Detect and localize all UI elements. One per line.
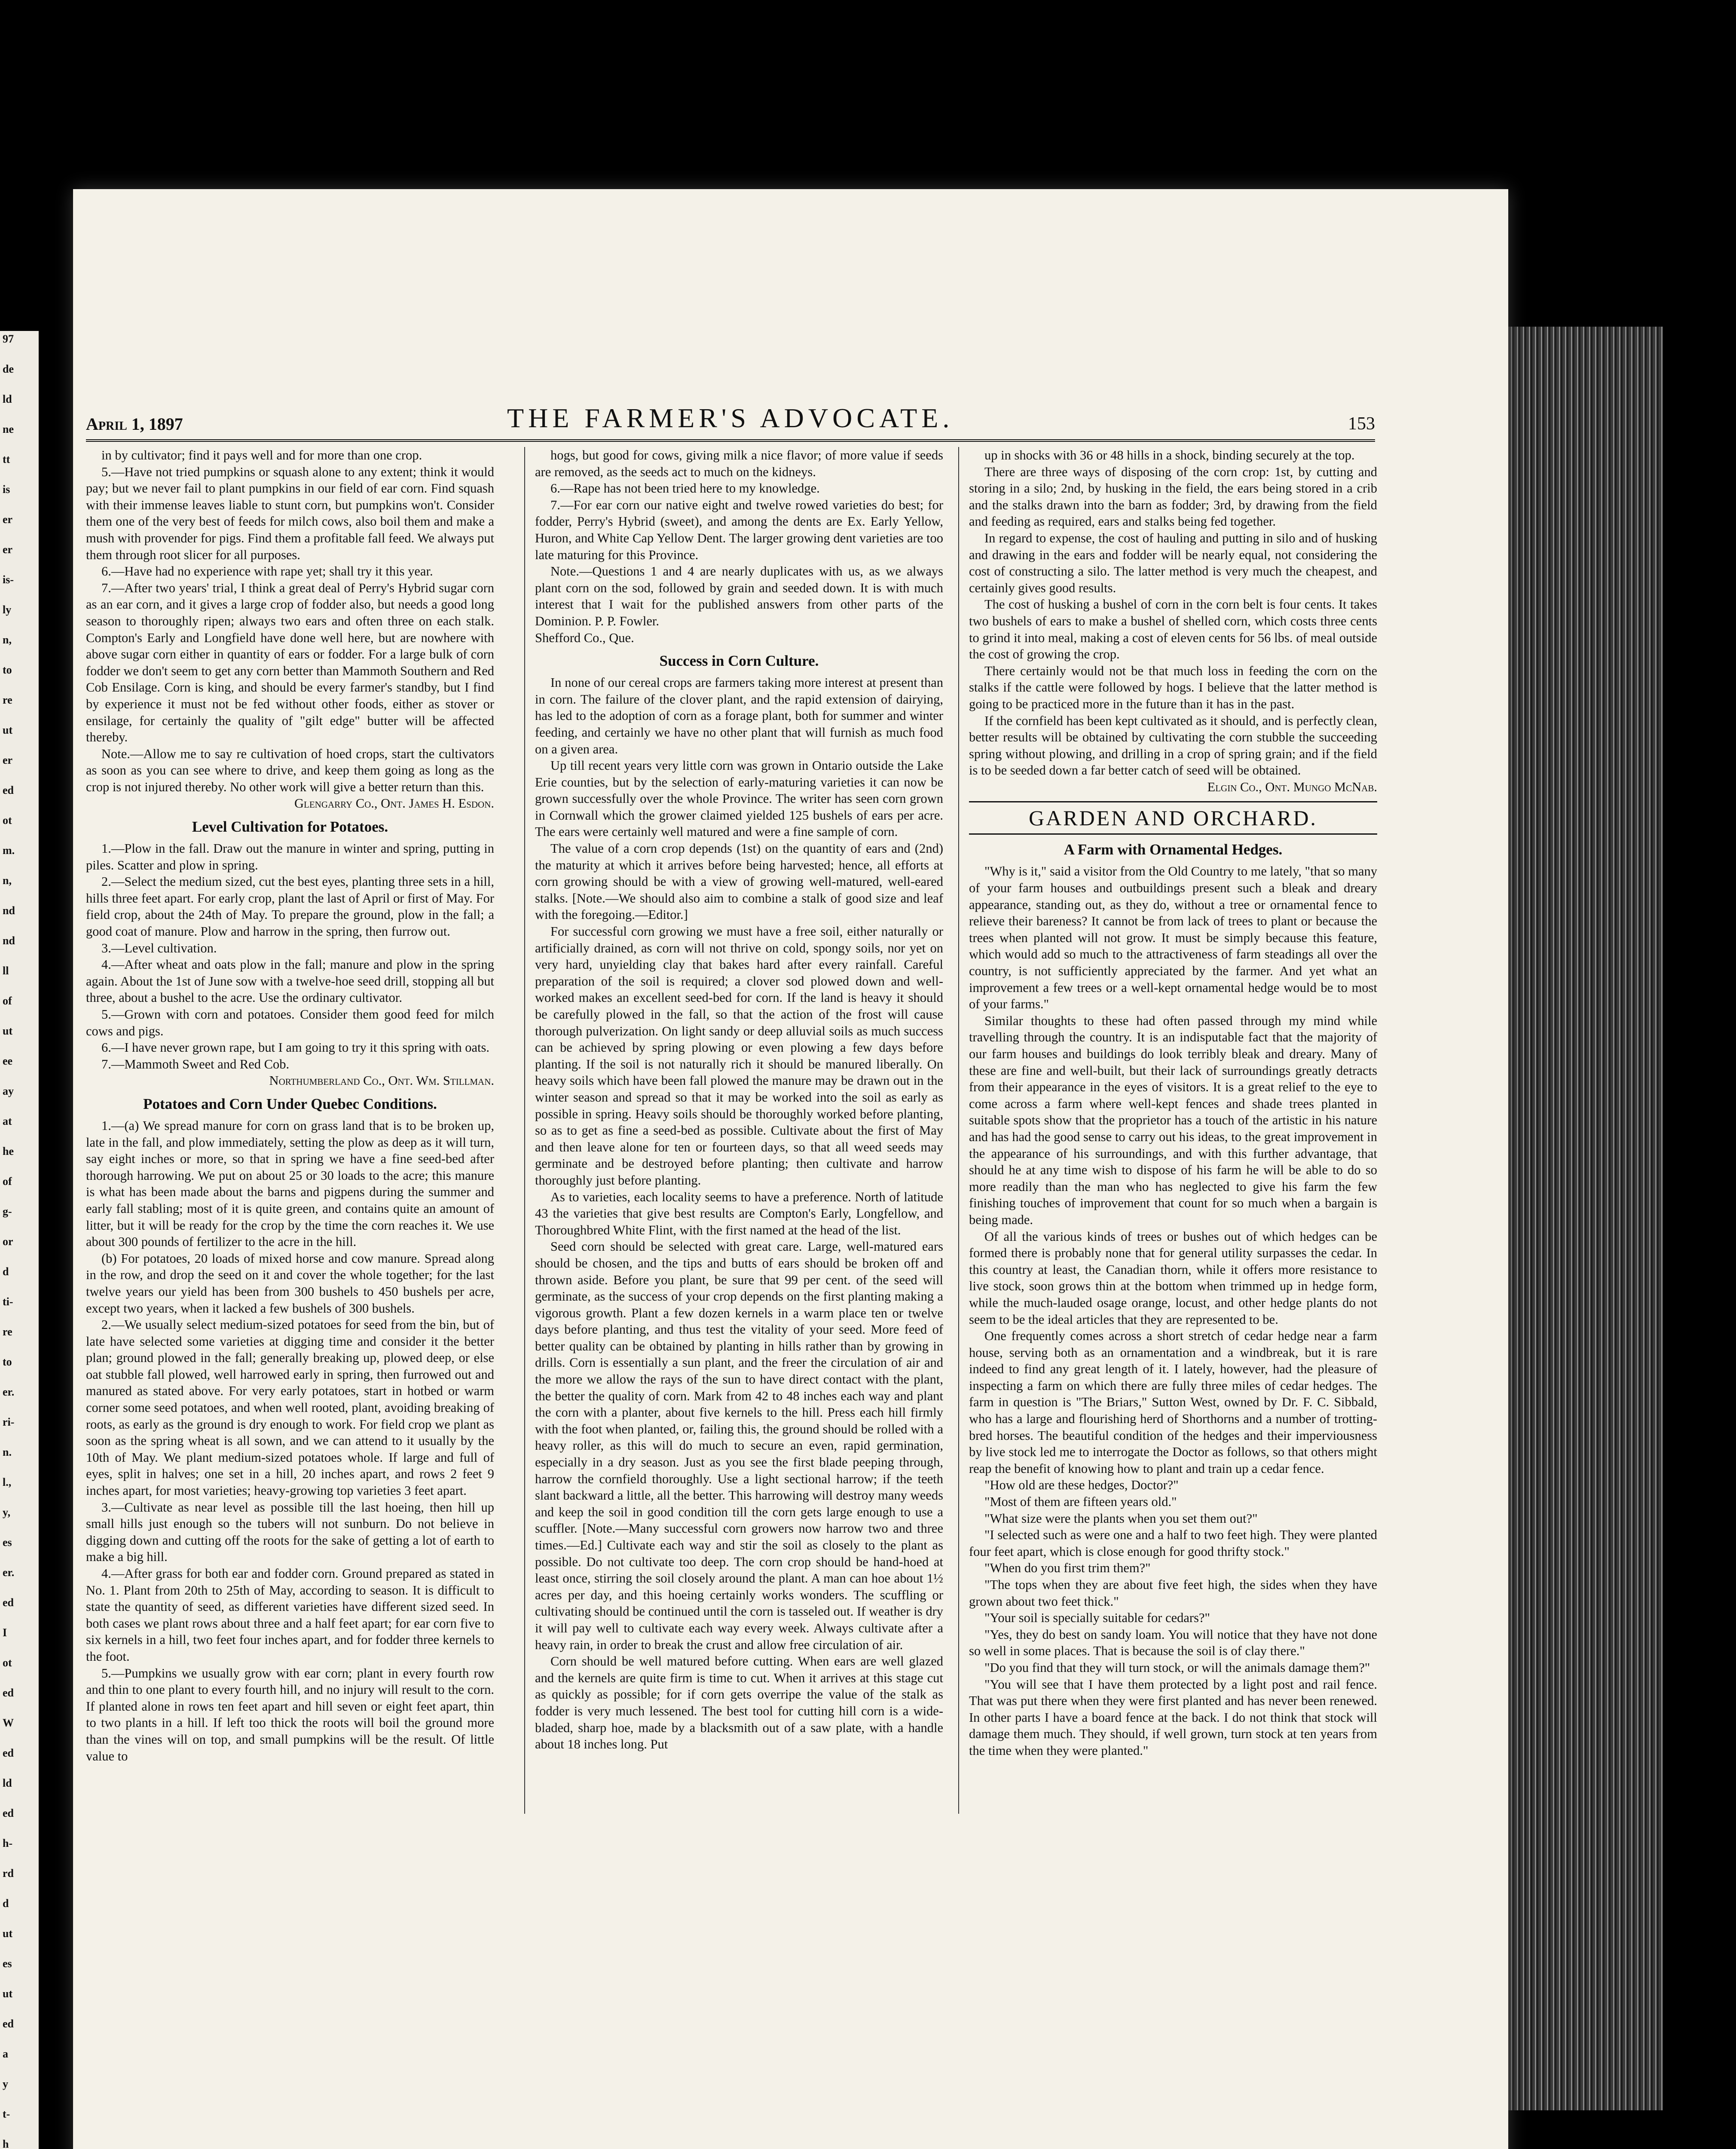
text-fragment: or <box>3 1235 13 1248</box>
text-fragment: t- <box>3 2108 10 2120</box>
article-heading: Level Cultivation for Potatoes. <box>192 818 388 836</box>
text-fragment: of <box>3 1175 12 1188</box>
text-fragment: a <box>3 2048 8 2060</box>
text-fragment: ll <box>3 964 9 977</box>
column-2 <box>535 447 943 1753</box>
issue-date: April 1, 1897 <box>86 414 183 434</box>
text-fragment: d <box>3 1897 9 1910</box>
signature: Elgin Co., Ont. Mungo McNab. <box>1207 779 1377 794</box>
paragraph: 7.—For ear corn our native eight and twelve rowed varieties do best; for fodder, Perry's Hybrid (sweet), and among the dents are Ex. Early Yellow, Huron, and White Cap Yellow Dent. The larger growing dent varieties are too late maturing for this Province. <box>535 497 943 562</box>
text-fragment: W <box>3 1717 14 1729</box>
paragraph: "Your soil is specially suitable for cedars?" <box>984 1610 1210 1626</box>
section-title: GARDEN AND ORCHARD. <box>969 801 1377 835</box>
header-rule <box>86 439 1375 442</box>
text-fragment: ld <box>3 1777 12 1789</box>
text-fragment: ed <box>3 2017 14 2030</box>
text-fragment: er <box>3 513 13 526</box>
text-fragment: ot <box>3 814 12 827</box>
paragraph: 6.—Have had no experience with rape yet; shall try it this year. <box>101 564 433 579</box>
text-fragment: ut <box>3 1987 13 2000</box>
paragraph: In regard to expense, the cost of hauling and putting in silo and of husking and drawing in the ears and fodder will be nearly equal, not considering the cost of constructing a silo. The latter method is very much the cheapest, and certainly gives good results. <box>969 530 1377 595</box>
article-heading: Success in Corn Culture. <box>659 652 819 670</box>
text-fragment: ld <box>3 393 12 405</box>
page-header <box>86 404 1375 434</box>
text-fragment: m. <box>3 844 15 857</box>
text-fragment: er <box>3 543 13 556</box>
paragraph: 5.—Pumpkins we usually grow with ear corn; plant in every fourth row and thin to one plant to every fourth hill, and no injury will result to the corn. If planted alone in rows ten feet apart and hill seven or eight feet apart, thin to two plants in a hill. If left too thick the roots will boil the ground more than the vines will on top, and small pumpkins will be the result. Of little value to <box>86 1665 494 1763</box>
text-fragment: ti- <box>3 1295 13 1308</box>
paragraph: 5.—Have not tried pumpkins or squash alone to any extent; think it would pay; but we never fail to plant pumpkins in our field of ear corn. Find squash with their immense leaves liable to stunt corn, but pumpkins won't. Consider them one of the very best of feeds for milch cows, also boil them and make a mush with provender for pigs. Find them a profitable fall feed. We always put them through root slicer for all purposes. <box>86 464 494 562</box>
paragraph: The value of a corn crop depends (1st) on the quantity of ears and (2nd) the maturity at which it arrives before being harvested; hence, all efforts at corn growing should be with a view of growing well-matured, well-eared stalks. [Note.—We should also aim to combine a stalk of good size and leaf with the foregoing.—Editor.] <box>535 841 943 922</box>
text-fragment: to <box>3 664 12 676</box>
text-fragment: y, <box>3 1506 11 1518</box>
signature: Northumberland Co., Ont. Wm. Stillman. <box>269 1073 494 1088</box>
book-page-edges <box>1508 327 1663 2110</box>
text-fragment: 97 <box>3 333 14 345</box>
paragraph: There certainly would not be that much loss in feeding the corn on the stalks if the cattle were followed by hogs. I believe that the latter method is going to be practiced more in the future than it has in the past. <box>969 663 1377 711</box>
text-fragment: he <box>3 1145 14 1157</box>
text-fragment: l., <box>3 1476 12 1488</box>
text-fragment: ri- <box>3 1416 15 1428</box>
paragraph: 1.—Plow in the fall. Draw out the manure in winter and spring, putting in piles. Scatter and plow in spring. <box>86 841 494 872</box>
text-fragment: h <box>3 2138 9 2149</box>
paragraph: "Yes, they do best on sandy loam. You will notice that they have not done so well in some places. That is because the soil is of clay there." <box>969 1627 1377 1659</box>
column-1 <box>86 447 494 1764</box>
text-fragment: ne <box>3 423 14 435</box>
text-fragment: er. <box>3 1386 15 1398</box>
text-fragment: re <box>3 1326 12 1338</box>
paragraph: 7.—Mammoth Sweet and Red Cob. <box>101 1056 290 1071</box>
paragraph: Note.—Questions 1 and 4 are nearly duplicates with us, as we always plant corn on the sod, followed by grain and seeded down. It is with much interest that I wait for the published answers from other parts of the Dominion. P. P. Fowler. <box>535 564 943 628</box>
text-fragment: er <box>3 754 13 766</box>
text-fragment: of <box>3 995 12 1007</box>
paragraph: "The tops when they are about five feet high, the sides when they have grown about two feet thick." <box>969 1577 1377 1609</box>
paragraph: In none of our cereal crops are farmers taking more interest at present than in corn. The failure of the clover plant, and the rapid extension of dairying, has led to the adoption of corn as a forage plant, both for summer and winter feeding, and certainly we have no other plant that will furnish as much food on a given area. <box>535 675 943 756</box>
paragraph: "Most of them are fifteen years old." <box>984 1494 1177 1509</box>
text-fragment: is <box>3 483 10 496</box>
paragraph: Similar thoughts to these had often passed through my mind while travelling through the country. It is an indisputable fact that the majority of our farm houses and buildings do look terribly bleak and dreary. Many of these are fine and well-built, but their lack of surroundings greatly detracts from their appearance in the eyes of visitors. It is a great relief to the eye to come across a farm where well-kept fences and shade trees planted in suitable spots show that the proprietor has a touch of the artistic in his nature and has had the good sense to carry out his ideas, to the great improvement in the appearance of his surroundings, and with this further advantage, that should he at any time wish to dispose of his farm he will be able to do so more readily than the man who has neglected to give his farm the few finishing touches of improvement that count for so much when a bargain is being made. <box>969 1013 1377 1227</box>
column-3 <box>969 447 1377 1759</box>
text-fragment: n. <box>3 1446 12 1458</box>
paragraph: 2.—Select the medium sized, cut the best eyes, planting three sets in a hill, hills three feet apart. For early crop, plant the last of April or first of May. For field crop, about the 24th of May. To prepare the ground, plow in the fall; a good coat of manure. Plow and harrow in the spring, then furrow out. <box>86 874 494 939</box>
paragraph: As to varieties, each locality seems to have a preference. North of latitude 43 the varieties that give best results are Compton's Early, Longfellow, and Thoroughbred White Flint, with the first named at the head of the list. <box>535 1189 943 1237</box>
paragraph: 2.—We usually select medium-sized potatoes for seed from the bin, but of late have selected some varieties at digging time and consider it the better plan; ground plowed in the fall; generally breaking up, plowed deep, or else oat stubble fall plowed, well harrowed early in spring, then furrowed out and manured as stated above. For very early potatoes, start in hotbed or warm corner some seed potatoes, and when well rooted, plant, avoiding breaking of roots, as early as the ground is dry enough to work. For field crop we plant as soon as the spring wheat is all sown, and we can attend to it usually by the 10th of May. We plant medium-sized potatoes whole. If large and full of eyes, split in halves; one set in a hill, 20 inches apart, and rows 2 feet 9 inches apart, for most varieties; heavy-growing top varieties 3 feet apart. <box>86 1317 494 1498</box>
text-fragment: I <box>3 1626 7 1639</box>
paragraph: "You will see that I have them protected by a light post and rail fence. That was put there when they were first planted and has never been renewed. In other parts I have a board fence at the back. I do not think that stock will damage them much. They should, if well grown, turn stock at ten years from the time when they were planted." <box>969 1677 1377 1758</box>
text-fragment: ut <box>3 1927 13 1940</box>
page-number: 153 <box>1348 414 1375 434</box>
paragraph: in by cultivator; find it pays well and for more than one crop. <box>101 448 422 462</box>
paragraph: (b) For potatoes, 20 loads of mixed horse and cow manure. Spread along in the row, and drop the seed on it and cover the whole together; for the last twelve years our yield has been from 300 bushels to 450 bushels per acre, except two years, when it lacked a few bushels of 300 bushels. <box>86 1251 494 1316</box>
text-fragment: ed <box>3 1596 14 1609</box>
paragraph: up in shocks with 36 or 48 hills in a shock, binding securely at the top. <box>984 448 1355 462</box>
paragraph: If the cornfield has been kept cultivated as it should, and is perfectly clean, better results will be obtained by cultivating the corn stubble the succeeding spring without plowing, and drilling in a crop of spring grain; and if the field is to be seeded down a far better catch of seed will be obtained. <box>969 713 1377 778</box>
text-fragment: y <box>3 2078 8 2090</box>
paragraph: "Why is it," said a visitor from the Old Country to me lately, "that so many of your farm houses and outbuildings present such a bleak and dreary appearance, standing out, as they do, without a tree or ornamental fence to relieve their bareness? It cannot be from lack of trees to plant or because the trees when planted will not grow. It must be simply because this feature, which would add so much to the attractiveness of farm steadings all over the country, is not sufficiently appreciated by the farmer. And yet what an improvement a few trees or a well-kept ornamental hedge would be to most of your farms." <box>969 864 1377 1012</box>
paragraph: 1.—(a) We spread manure for corn on grass land that is to be broken up, late in the fall, and plow immediately, setting the plow as deep as it will turn, say eight inches or more, so that in spring we have a fine seed-bed after thorough harrowing. We put on about 25 or 30 loads to the acre; this manure is what has been made about the barns and pigpens during the summer and early fall stabling; most of it is quite green, and contains quite an amount of litter, but it will be ready for the crop by the time the corn reaches it. We use about 300 pounds of fertilizer to the acre in the hill. <box>86 1118 494 1249</box>
column-divider <box>524 447 525 1814</box>
text-fragment: er. <box>3 1566 15 1579</box>
text-fragment: re <box>3 694 12 706</box>
signature: Glengarry Co., Ont. James H. Esdon. <box>294 796 494 811</box>
text-fragment: ut <box>3 724 13 736</box>
text-fragment: ee <box>3 1055 13 1067</box>
paragraph: 5.—Grown with corn and potatoes. Consider them good feed for milch cows and pigs. <box>86 1007 494 1038</box>
text-fragment: ed <box>3 784 14 796</box>
paragraph: Up till recent years very little corn was grown in Ontario outside the Lake Erie counties, but by the selection of early-maturing varieties it can now be grown successfully over the whole Province. The writer has seen corn grown in Cornwall which the grower claimed yielded 125 bushels of ears per acre. The ears were certainly well matured and were a fine sample of corn. <box>535 758 943 839</box>
text-fragment: tt <box>3 453 10 465</box>
paragraph: For successful corn growing we must have a free soil, either naturally or artificially drained, as corn will not thrive on cold, spongy soils, nor yet on very hard, unyielding clay that bakes hard after every rainfall. Careful preparation of the soil is required; a clover sod plowed down and well-worked makes an excellent seed-bed for corn. If the land is heavy it should be carefully plowed in the fall, so that the action of the frost will cause thorough pulverization. On light sandy or deep alluvial soils as much success can be achieved by spring plowing or even plowing a few days before planting. If the soil is not naturally rich it should be manured liberally. On heavy soils which have been fall plowed the manure may be drawn out in the winter season and spread so that it may be worked into the soil as early as possible in spring. Heavy soils should be thoroughly worked before planting, so as to get as fine a seed-bed as possible. Cultivate about the first of May and then leave alone for ten or fourteen days, so that all weed seeds may germinate and be destroyed before planting; then cultivate and harrow thoroughly just before planting. <box>535 924 943 1188</box>
text-fragment: rd <box>3 1867 14 1880</box>
paragraph: "When do you first trim them?" <box>984 1561 1151 1576</box>
paragraph: Note.—Allow me to say re cultivation of hoed crops, start the cultivators as soon as you can see where to drive, and keep them going as long as the crop is not injured thereby. No other work will give a better return than this. <box>86 746 494 794</box>
text-fragment: ut <box>3 1025 13 1037</box>
text-fragment: n, <box>3 874 12 887</box>
signature: Shefford Co., Que. <box>535 630 634 645</box>
paragraph: 4.—After wheat and oats plow in the fall; manure and plow in the spring again. About the 1st of June sow with a twelve-hoe seed drill, stopping all but three, about a bushel to the acre. Use the ordinary cultivator. <box>86 957 494 1005</box>
text-fragment: ed <box>3 1807 14 1819</box>
paragraph: 3.—Level cultivation. <box>101 940 217 955</box>
text-fragment: es <box>3 1957 12 1970</box>
text-fragment: es <box>3 1536 12 1549</box>
text-fragment: n, <box>3 634 12 646</box>
article-heading: A Farm with Ornamental Hedges. <box>1064 841 1283 858</box>
column-divider <box>958 447 959 1814</box>
paragraph: Of all the various kinds of trees or bushes out of which hedges can be formed there is probably none that for general utility surpasses the cedar. In this country at least, the Canadian thorn, while it offers more resistance to live stock, soon grows thin at the bottom when trimmed up in hedge form, while the much-lauded osage orange, locust, and other hedge plants do not seem to be the ideal articles that they are represented to be. <box>969 1229 1377 1327</box>
paragraph: "How old are these hedges, Doctor?" <box>984 1478 1179 1493</box>
paragraph: 7.—After two years' trial, I think a great deal of Perry's Hybrid sugar corn as an ear corn, and it gives a large crop of fodder also, but needs a good long season to thoroughly ripen; always two ears and often three on each stalk. Compton's Early and Longfield have done well here, but are nowhere with above sugar corn either in quantity of ears or fodder. For a large bulk of corn fodder we don't seem to get any corn better than Mammoth Southern and Red Cob Ensilage. Corn is king, and should be every farmer's standby, but I find by experience it must not be fed without other foods, either as stover or ensilage, for certainly the quality of "gilt edge" butter will be affected thereby. <box>86 580 494 745</box>
text-fragment: g- <box>3 1205 12 1218</box>
paragraph: "Do you find that they will turn stock, or will the animals damage them?" <box>984 1660 1370 1675</box>
text-fragment: is- <box>3 573 14 586</box>
text-fragment: ly <box>3 603 12 616</box>
paragraph: The cost of husking a bushel of corn in the corn belt is four cents. It takes two bushels of ears to make a bushel of shelled corn, which costs three cents to grind it into meal, making a cost of eleven cents for 56 lbs. of meal outside the cost of growing the crop. <box>969 597 1377 662</box>
paragraph: "What size were the plants when you set them out?" <box>984 1511 1258 1526</box>
text-fragment: to <box>3 1356 12 1368</box>
text-fragment: ay <box>3 1085 14 1097</box>
paragraph: "I selected such as were one and a half to two feet high. They were planted four feet apart, which is close enough for good thrifty stock." <box>969 1528 1377 1559</box>
article-heading: Potatoes and Corn Under Quebec Conditions. <box>143 1095 437 1112</box>
text-fragment: de <box>3 363 14 375</box>
text-fragment: ot <box>3 1656 12 1669</box>
paragraph: Seed corn should be selected with great care. Large, well-matured ears should be chosen, and the tips and butts of ears should be broken off and thrown aside. Before you plant, be sure that 99 per cent. of the seed will germinate, as the success of your crop depends on the first planting making a vigorous growth. Plant a few dozen kernels in a warm place ten or twelve days before planting, and thus test the vitality of your seed. More feed of better quality can be obtained by planting in hills rather than by growing in drills. Corn is essentially a sun plant, and the freer the circulation of air and the more we allow the rays of the sun to have direct contact with the plant, the better the quality of corn. Mark from 42 to 48 inches each way and plant the corn with a planter, about five kernels to the hill. Press each hill firmly with the foot when planted, or, failing this, the ground should be rolled with a heavy roller, as this will do much to secure an even, rapid germination, especially in a dry season. Just as you see the first blade peeping through, harrow the cornfield thoroughly. Use a light sectional harrow; if the teeth slant backward a little, all the better. This harrowing will destroy many weeds and keep the soil in good condition till the corn gets large enough to use a scuffler. [Note.—Many successful corn growers now harrow two and three times.—Ed.] Cultivate each way and stir the soil as closely to the plant as possible. Do not cultivate too deep. The corn crop should be hand-hoed at least once, stirring the soil closely around the plant. A man can hoe about 1½ acres per day, and this hoeing certainly works wonders. The scuffling or cultivating should be continued until the corn is tasseled out. If weather is dry it will pay well to cultivate each way every week. Always cultivate after a heavy rain, in order to break the crust and allow free circulation of air. <box>535 1239 943 1652</box>
paragraph: 6.—Rape has not been tried here to my knowledge. <box>550 481 820 496</box>
text-fragment: ed <box>3 1687 14 1699</box>
paragraph: hogs, but good for cows, giving milk a nice flavor; of more value if seeds are removed, as the seeds act to much on the kidneys. <box>535 448 943 479</box>
paragraph: Corn should be well matured before cutting. When ears are well glazed and the kernels are quite firm is time to cut. When it arrives at this stage cut as quickly as possible; for if corn gets overripe the value of the stalk as fodder is very much lessened. The best tool for cutting hill corn is a wide-bladed, sharp hoe, made by a blacksmith out of a saw plate, with a handle about 18 inches long. Put <box>535 1654 943 1752</box>
paragraph: 3.—Cultivate as near level as possible till the last hoeing, then hill up small hills just enough so the tubers will not sunburn. Do not believe in digging down and cutting off the roots for the sake of getting a lot of earth to make a big hill. <box>86 1500 494 1564</box>
text-fragment: at <box>3 1115 12 1127</box>
paragraph: There are three ways of disposing of the corn crop: 1st, by cutting and storing in a silo; 2nd, by husking in the field, the ears being stored in a crib and the stalks drawn into the barn as fodder; 3rd, by drawing from the field and feeding as required, ears and stalks being fed together. <box>969 464 1377 529</box>
text-fragment: ed <box>3 1747 14 1759</box>
masthead-title: THE FARMER'S ADVOCATE. <box>507 403 954 433</box>
text-fragment: d <box>3 1265 9 1278</box>
paragraph: 6.—I have never grown rape, but I am going to try it this spring with oats. <box>101 1040 489 1055</box>
text-fragment: nd <box>3 934 15 947</box>
paragraph: 4.—After grass for both ear and fodder corn. Ground prepared as stated in No. 1. Plant from 20th to 25th of May, according to season. It is difficult to state the quantity of seed, as different varieties have different sized seed. In both cases we plant rows about three and a half feet apart; for ear corn five to six kernels in a hill, two feet four inches apart, and for fodder three kernels to the foot. <box>86 1566 494 1664</box>
adjacent-page-fragment <box>0 331 39 2149</box>
text-fragment: nd <box>3 904 15 917</box>
text-fragment: h- <box>3 1837 13 1849</box>
paragraph: One frequently comes across a short stretch of cedar hedge near a farm house, serving both as an ornamentation and a windbreak, but it is rare indeed to find any great length of it. I lately, however, had the pleasure of inspecting a farm on which there are fully three miles of cedar hedges. The farm in question is "The Briars," Sutton West, owned by Dr. F. C. Sibbald, who has a large and flourishing herd of Shorthorns and a number of trotting-bred horses. The beautiful condition of the hedges and their imperviousness by live stock led me to interrogate the Doctor as follows, so that others might reap the benefit of knowing how to plant and train up a cedar fence. <box>969 1329 1377 1476</box>
